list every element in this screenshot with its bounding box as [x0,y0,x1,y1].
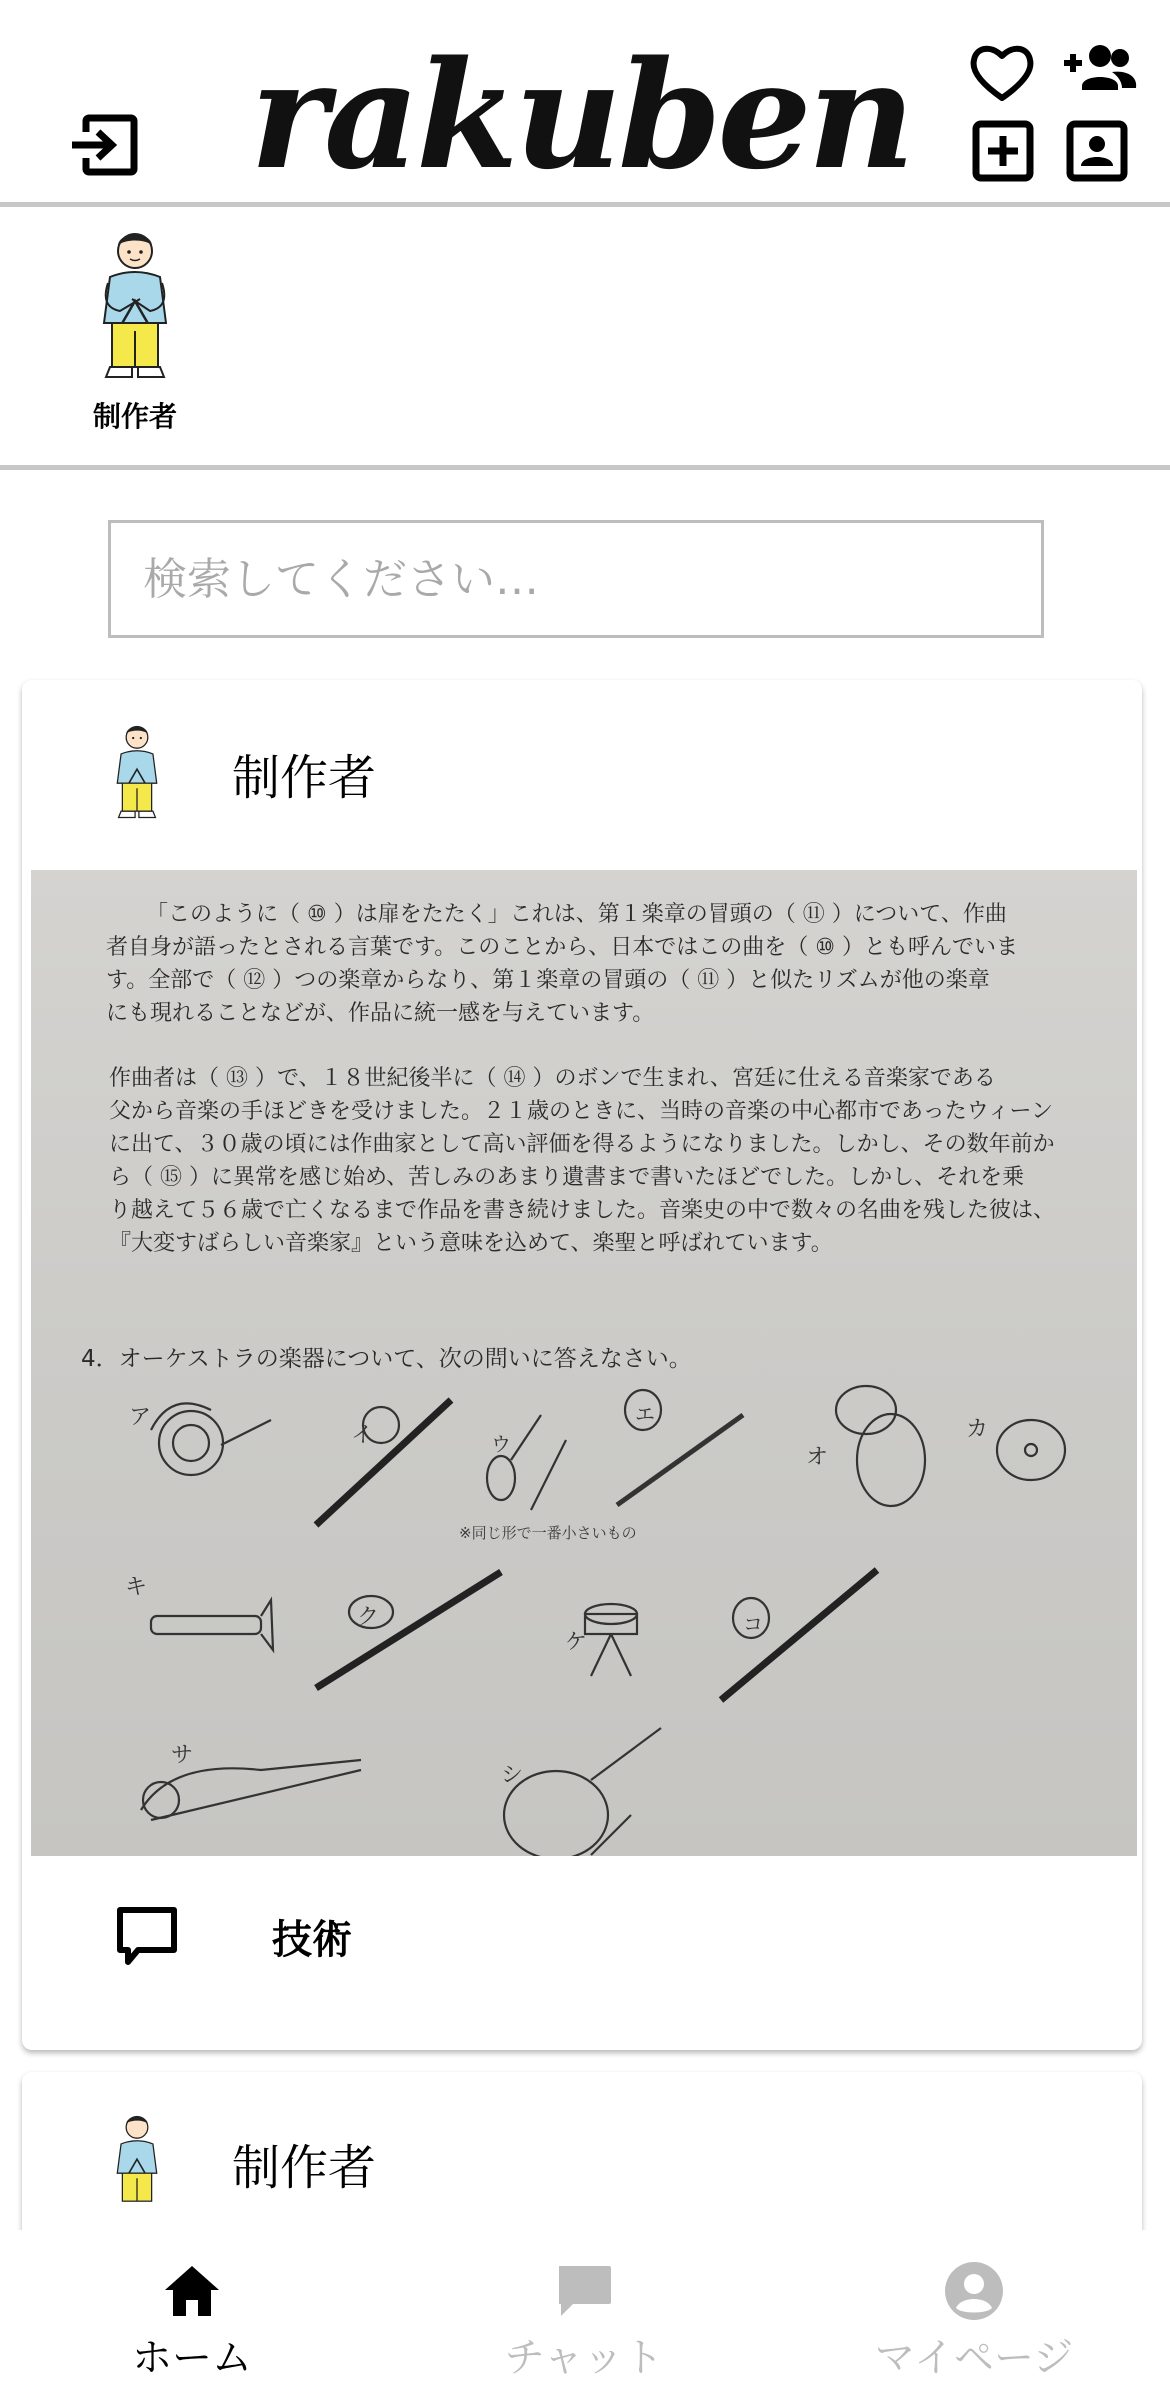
instrument-label: コ [743,1612,763,1636]
image-text-line: 『大変すばらしい音楽家』という意味を込めて、楽聖と呼ばれています。 [109,1231,833,1256]
instrument-label: サ [171,1743,194,1768]
profile-button[interactable] [1066,120,1128,182]
instrument-drawings [31,870,1137,1856]
author-name: 制作者 [232,749,377,806]
logout-button[interactable] [64,110,144,180]
nav-home-label: ホーム [132,2335,252,2381]
instrument-label: カ [966,1417,989,1442]
post-tag[interactable]: 技術 [272,1917,352,1963]
comment-icon [114,1904,180,1970]
search-input[interactable] [111,523,1041,635]
image-text-line: 作曲者は（ ⑬ ）で、１８世紀後半に（ ⑭ ）のボンで生まれ、宮廷に仕える音楽家である [109,1066,996,1091]
instrument-label: イ [351,1423,374,1448]
story-item[interactable] [80,227,190,435]
heart-icon [968,38,1036,106]
author-avatar-icon [102,721,172,825]
add-friend-button[interactable] [1062,36,1138,104]
image-text-line: 者自身が語ったとされる言葉です。このことから、日本ではこの曲を（ ⑩ ）とも呼んでいま [106,935,1018,960]
search-box [108,520,1044,638]
post-footer [22,1880,1142,2010]
app-logo: rakuben [250,28,912,202]
post-image[interactable] [31,870,1137,1856]
post-card[interactable] [22,680,1142,2050]
image-text-line: ら（ ⑮ ）に異常を感じ始め、苦しみのあまり遺書まで書いたほどでした。しかし、それを乗 [109,1165,1025,1190]
instrument-label: キ [125,1575,148,1600]
add-post-icon [972,120,1034,182]
instrument-label: シ [501,1763,524,1788]
image-text-line: に出て、３０歳の頃には作曲家として高い評価を得るようになりました。しかし、その数年前か [109,1132,1055,1157]
chat-icon [553,2260,615,2322]
image-question: 4．オーケストラの楽器について、次の問いに答えなさい。 [81,1346,692,1372]
story-label: 制作者 [92,400,177,433]
stories-divider [0,465,1170,470]
instrument-label: ク [357,1605,380,1630]
author-name: 制作者 [232,2139,377,2196]
image-text-line: 父から音楽の手ほどきを受けました。２１歳のときに、当時の音楽の中心都市であったウィーン [109,1099,1054,1124]
musician-avatar-icon [80,227,190,387]
post-author[interactable] [102,2108,376,2218]
image-text-line: にも現れることなどが、作品に統一感を与えています。 [106,1001,655,1026]
profile-icon [1066,120,1128,182]
nav-mypage[interactable] [844,2260,1104,2383]
instrument-label: オ [806,1445,829,1470]
account-icon [943,2260,1005,2322]
stories-row [0,207,1170,465]
image-text-line: す。全部で（ ⑫ ）つの楽章からなり、第１楽章の冒頭の（ ⑪ ）と似たリズムが他の楽章 [106,968,990,993]
logout-icon [64,110,144,180]
comment-button[interactable] [114,1904,180,1970]
image-text-line: 「このように（ ⑩ ）は扉をたたく」これは、第１楽章の冒頭の（ ⑪ ）について、作曲 [146,902,1007,927]
instrument-label: ケ [565,1630,588,1655]
instrument-label: ウ [491,1432,511,1456]
home-icon [161,2260,223,2322]
image-text-line: り越えて５６歳で亡くなるまで作品を書き続けました。音楽史の中で数々の名曲を残した彼は、 [109,1198,1056,1223]
app-header [0,0,1170,204]
add-friend-icon [1062,36,1138,104]
author-avatar-icon [102,2111,172,2215]
nav-mypage-label: マイページ [874,2335,1074,2381]
instrument-label: エ [635,1402,655,1426]
add-post-button[interactable] [972,120,1034,182]
post-author[interactable] [102,718,376,828]
nav-chat-label: チャット [504,2335,664,2381]
favorites-button[interactable] [968,38,1036,106]
nav-chat[interactable] [454,2260,714,2383]
nav-home[interactable] [62,2260,322,2383]
instrument-label: ア [129,1405,152,1430]
bottom-nav [0,2230,1170,2391]
image-note: ※同じ形で一番小さいもの [459,1524,637,1542]
